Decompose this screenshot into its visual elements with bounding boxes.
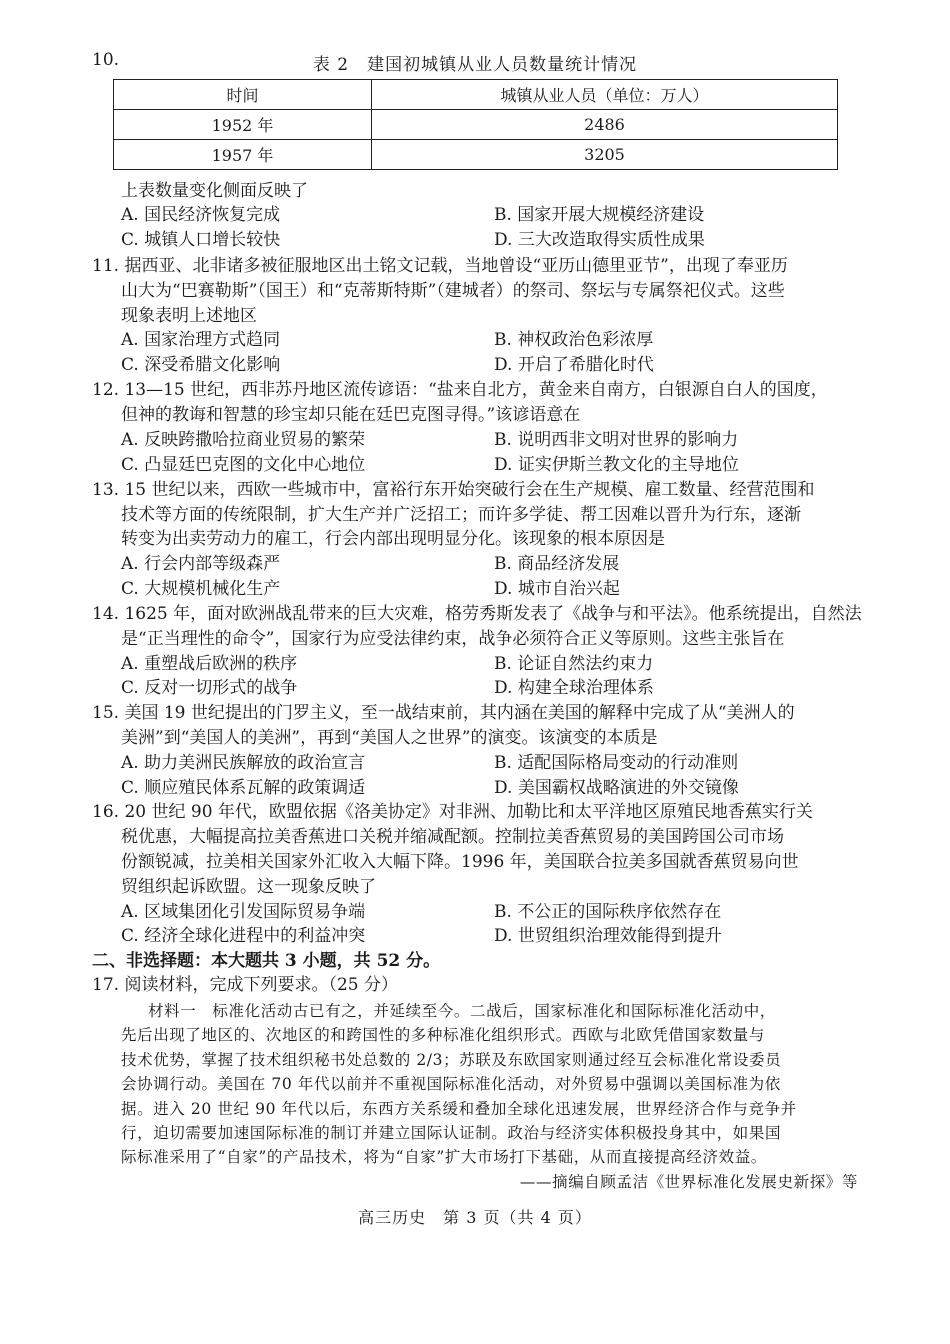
q10-stem: 上表数量变化侧面反映了 xyxy=(121,181,308,201)
q11-option-b: B. 神权政治色彩浓厚 xyxy=(494,330,654,350)
q12-option-c: C. 凸显廷巴克图的文化中心地位 xyxy=(121,455,366,475)
q10-option-a: A. 国民经济恢复完成 xyxy=(121,205,281,225)
q14-line-2: 是“正当理性的命令”，国家行为应受法律约束，战争必须符合正义等原则。这些主张旨在 xyxy=(121,629,785,649)
material-line-2: 先后出现了地区的、次地区的和跨国性的多种标准化组织形式。西欧与北欧凭借国家数量与 xyxy=(121,1026,766,1044)
q16-line-2: 税优惠，大幅提高拉美香蕉进口关税并缩减配额。控制拉美香蕉贸易的美国跨国公司市场 xyxy=(121,827,784,847)
q13-option-d: D. 城市自治兴起 xyxy=(494,579,620,599)
q11-line-1: 11. 据西亚、北非诸多被征服地区出土铭文记载，当地曾设“亚历山德里亚节”，出现了奉亚历 xyxy=(92,256,788,276)
q12-option-b: B. 说明西非文明对世界的影响力 xyxy=(494,430,739,450)
q13-option-a: A. 行会内部等级森严 xyxy=(121,554,281,574)
q11-line-3: 现象表明上述地区 xyxy=(121,306,257,326)
q15-option-d: D. 美国霸权战略演进的外交镜像 xyxy=(494,778,739,798)
material-source: ——摘编自顾孟洁《世界标准化发展史新探》等 xyxy=(519,1173,858,1191)
table-row xyxy=(114,140,838,170)
table-header-cell: 城镇从业人员（单位：万人） xyxy=(372,80,838,110)
table-cell: 1952 年 xyxy=(114,110,372,140)
q16-option-b: B. 不公正的国际秩序依然存在 xyxy=(494,902,722,922)
q10-option-d: D. 三大改造取得实质性成果 xyxy=(494,230,705,250)
q11-line-2: 山大为“巴赛勒斯”（国王）和“克蒂斯特斯”（建城者）的祭司、祭坛与专属祭祀仪式。这些 xyxy=(121,281,785,301)
section-heading: 二、非选择题：本大题共 3 小题，共 52 分。 xyxy=(92,951,441,971)
q14-option-b: B. 论证自然法约束力 xyxy=(494,654,654,674)
table-cell: 1957 年 xyxy=(114,140,372,170)
q15-line-1: 15. 美国 19 世纪提出的门罗主义，至一战结束前，其内涵在美国的解释中完成了从“美洲人的 xyxy=(92,703,795,723)
q15-line-2: 美洲”到“美国人的美洲”，再到“美国人之世界”的演变。该演变的本质是 xyxy=(121,728,658,748)
material-line-5: 据。进入 20 世纪 90 年代以后，东西方关系缓和叠加全球化迅速发展，世界经济合作与竞争并 xyxy=(121,1100,797,1118)
q10-number: 10. xyxy=(92,50,120,70)
q10-option-b: B. 国家开展大规模经济建设 xyxy=(494,205,705,225)
q12-line-1: 12. 13—15 世纪，西非苏丹地区流传谚语：“盐来自北方，黄金来自南方，白银源自白人的国度， xyxy=(92,380,828,400)
table-header-cell: 时间 xyxy=(114,80,372,110)
material-line-7: 际标准采用了“自家”的产品技术，将为“自家”扩大市场打下基础，从而直接提高经济效益。 xyxy=(121,1148,767,1166)
q16-line-4: 贸组织起诉欧盟。这一现象反映了 xyxy=(121,877,376,897)
table-cell: 3205 xyxy=(372,140,838,170)
q11-option-c: C. 深受希腊文化影响 xyxy=(121,355,281,375)
q16-option-c: C. 经济全球化进程中的利益冲突 xyxy=(121,926,366,946)
q16-option-d: D. 世贸组织治理效能得到提升 xyxy=(494,926,722,946)
q15-option-a: A. 助力美洲民族解放的政治宣言 xyxy=(121,753,366,773)
q13-option-c: C. 大规模机械化生产 xyxy=(121,579,281,599)
q15-option-c: C. 顺应殖民体系瓦解的政策调适 xyxy=(121,778,366,798)
q13-option-b: B. 商品经济发展 xyxy=(494,554,620,574)
q15-option-b: B. 适配国际格局变动的行动准则 xyxy=(494,753,739,773)
q10-option-c: C. 城镇人口增长较快 xyxy=(121,230,281,250)
employment-table xyxy=(113,79,838,170)
table-cell: 2486 xyxy=(372,110,838,140)
q13-line-3: 转变为出卖劳动力的雇工，行会内部出现明显分化。该现象的根本原因是 xyxy=(121,529,665,549)
q13-line-2: 技术等方面的传统限制，扩大生产并广泛招工；而许多学徒、帮工因难以晋升为行东，逐渐 xyxy=(121,505,801,525)
q11-option-a: A. 国家治理方式趋同 xyxy=(121,330,281,350)
q12-option-a: A. 反映跨撒哈拉商业贸易的繁荣 xyxy=(121,430,366,450)
q16-option-a: A. 区域集团化引发国际贸易争端 xyxy=(121,902,366,922)
table-row xyxy=(114,110,838,140)
material-line-4: 会协调行动。美国在 70 年代以前并不重视国际标准化活动，对外贸易中强调以美国标准为依 xyxy=(121,1075,781,1093)
q12-option-d: D. 证实伊斯兰教文化的主导地位 xyxy=(494,455,739,475)
q14-line-1: 14. 1625 年，面对欧洲战乱带来的巨大灾难，格劳秀斯发表了《战争与和平法》。他系统提出，自然法 xyxy=(92,604,862,624)
q16-line-1: 16. 20 世纪 90 年代，欧盟依据《洛美协定》对非洲、加勒比和太平洋地区原殖民地香蕉实行关 xyxy=(92,802,813,822)
table-header-row xyxy=(114,80,838,110)
q13-line-1: 13. 15 世纪以来，西欧一些城市中，富裕行东开始突破行会在生产规模、雇工数量、经营范围和 xyxy=(92,480,815,500)
material-line-1: 材料一 标准化活动古已有之，并延续至今。二战后，国家标准化和国际标准化活动中， xyxy=(148,1002,776,1020)
q14-option-c: C. 反对一切形式的战争 xyxy=(121,678,298,698)
material-line-3: 技术优势，掌握了技术组织秘书处总数的 2/3；苏联及东欧国家则通过经互会标准化常设委员 xyxy=(121,1051,782,1069)
q12-line-2: 但神的教诲和智慧的珍宝却只能在廷巴克图寻得。”该谚语意在 xyxy=(121,405,581,425)
q16-line-3: 份额锐减，拉美相关国家外汇收入大幅下降。1996 年，美国联合拉美多国就香蕉贸易向世 xyxy=(121,852,799,872)
q17-stem: 17. 阅读材料，完成下列要求。（25 分） xyxy=(92,975,398,995)
page-footer: 高三历史 第 3 页（共 4 页） xyxy=(358,1208,592,1227)
q14-option-a: A. 重塑战后欧洲的秩序 xyxy=(121,654,298,674)
q11-option-d: D. 开启了希腊化时代 xyxy=(494,355,654,375)
table-title: 表 2 建国初城镇从业人员数量统计情况 xyxy=(312,55,638,75)
q14-option-d: D. 构建全球治理体系 xyxy=(494,678,654,698)
material-line-6: 行，迫切需要加速国际标准的制订并建立国际认证制。政治与经济实体积极投身其中，如果国 xyxy=(121,1124,782,1142)
